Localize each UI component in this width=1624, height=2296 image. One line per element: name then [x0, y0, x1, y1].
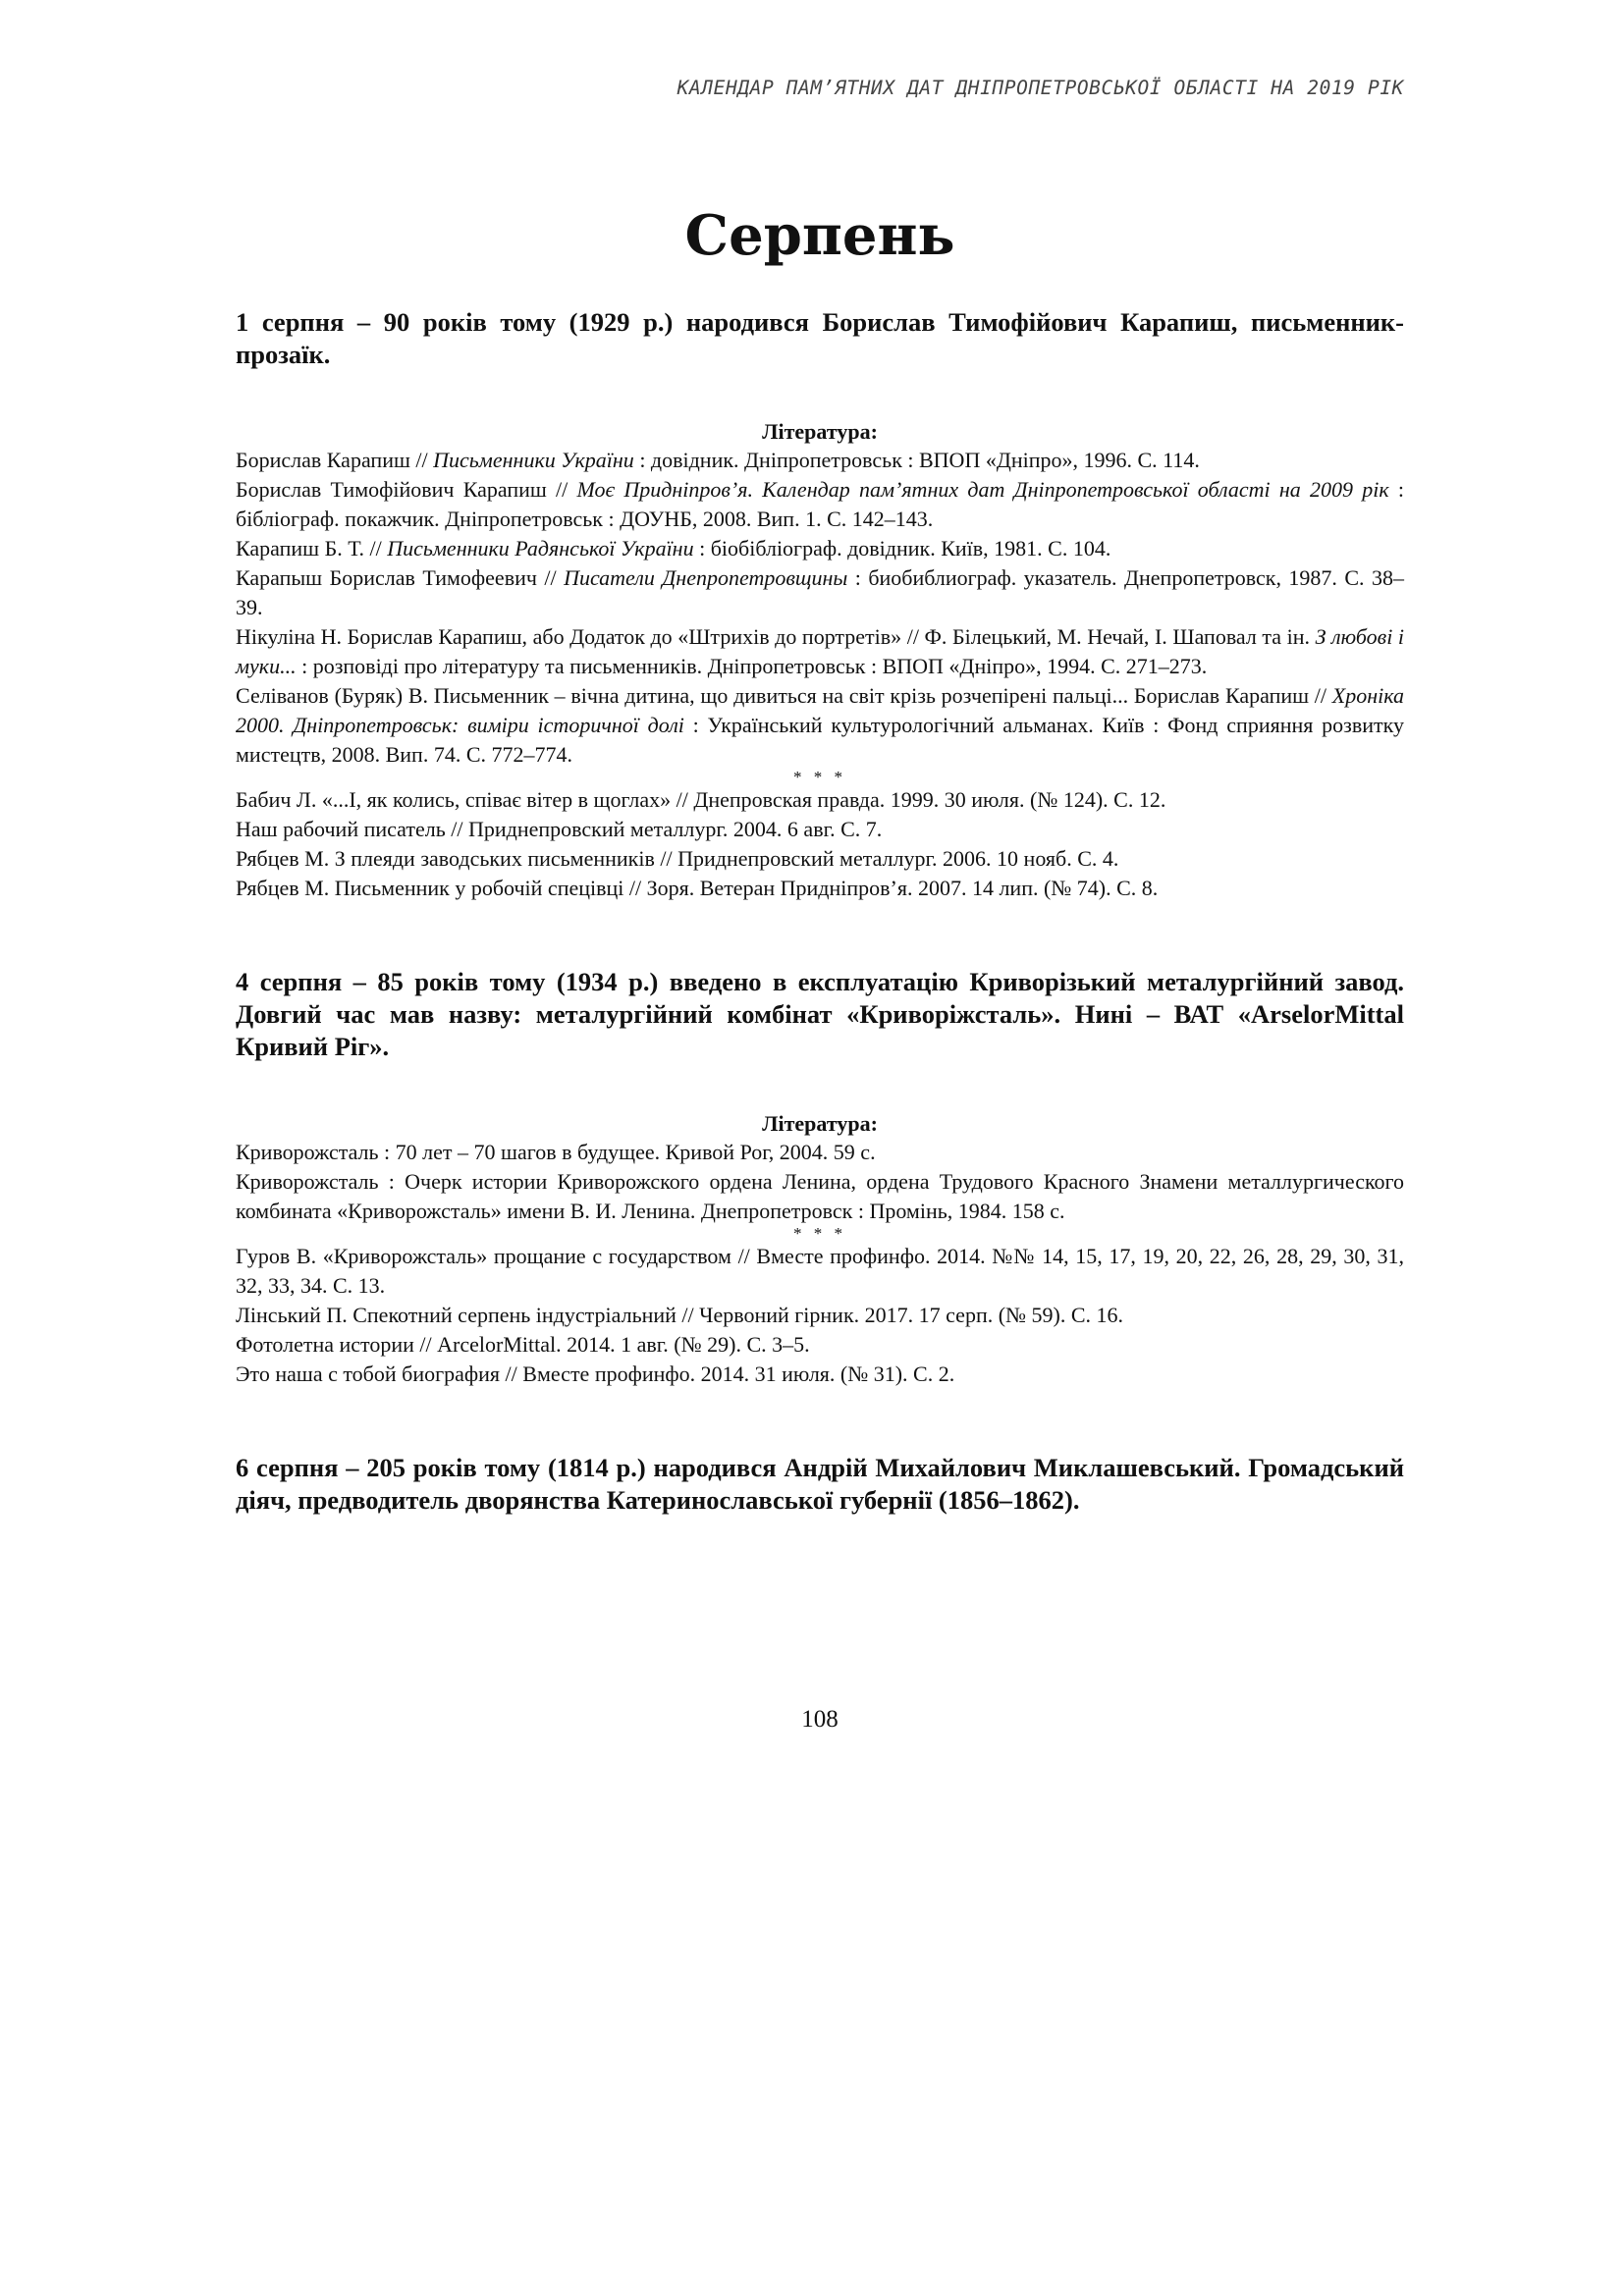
page-content	[236, 306, 1404, 1517]
bibliography-item: Бабич Л. «...І, як колись, співає вітер в щоглах» // Днепровская правда. 1999. 30 июля. (№ 124). С. 12.	[236, 787, 1166, 812]
entry-heading: 1 серпня – 90 років тому (1929 р.) народився Борислав Тимофійович Карапиш, письменник-прозаїк.	[236, 307, 1404, 369]
literature-label: Література:	[762, 1111, 878, 1136]
section-separator: * * *	[793, 768, 846, 786]
bibliography-item: Нікуліна Н. Борислав Карапиш, або Додаток до «Штрихів до портретів» // Ф. Білецький, М. Нечай, І. Шаповал та ін. З любові і муки... : розповіді про літературу та письменників. Дніпропетровськ : ВПОП «Дніпро», 1994. С. 271–273.	[236, 624, 1404, 678]
bibliography-item: Криворожсталь : 70 лет – 70 шагов в будущее. Кривой Рог, 2004. 59 с.	[236, 1140, 876, 1164]
bibliography-item: Рябцев М. З плеяди заводських письменників // Приднепровский металлург. 2006. 10 нояб. С. 4.	[236, 846, 1119, 871]
calendar-entry	[236, 1452, 1404, 1517]
literature-label: Література:	[762, 419, 878, 444]
page-title: Серпень	[684, 203, 955, 268]
bibliography-item: Борислав Карапиш // Письменники України : довідник. Дніпропетровськ : ВПОП «Дніпро», 1996. С. 114.	[236, 448, 1200, 472]
bibliography-item: Рябцев М. Письменник у робочій спецівці // Зоря. Ветеран Придніпров’я. 2007. 14 лип. (№ 74). С. 8.	[236, 876, 1159, 900]
entry-heading: 6 серпня – 205 років тому (1814 р.) народився Андрій Михайлович Миклашевський. Громадський діяч, предводитель дворянства Катеринославської губернії (1856–1862).	[236, 1453, 1404, 1515]
page-number: 108	[801, 1706, 839, 1733]
bibliography-item: Борислав Тимофійович Карапиш // Моє Придніпров’я. Календар пам’ятних дат Дніпропетровської області на 2009 рік : бібліограф. покажчик. Дніпропетровськ : ДОУНБ, 2008. Вип. 1. С. 142–143.	[236, 477, 1404, 531]
bibliography-item: Криворожсталь : Очерк истории Криворожского ордена Ленина, ордена Трудового Красного Знамени металлургического комбината «Криворожсталь» имени В. И. Ленина. Днепропетровск : Промінь, 1984. 158 с.	[236, 1169, 1404, 1223]
section-separator: * * *	[793, 1224, 846, 1243]
calendar-entry	[236, 306, 1404, 903]
bibliography-item: Карапиш Б. Т. // Письменники Радянської України : біобібліограф. довідник. Київ, 1981. С. 104.	[236, 536, 1111, 561]
bibliography-item: Карапыш Борислав Тимофеевич // Писатели Днепропетровщины : биобиблиограф. указатель. Днепропетровск, 1987. С. 38–39.	[236, 565, 1404, 619]
bibliography-item: Наш рабочий писатель // Приднепровский металлург. 2004. 6 авг. С. 7.	[236, 817, 883, 841]
bibliography-item: Лінський П. Спекотний серпень індустріальний // Червоний гірник. 2017. 17 серп. (№ 59). С. 16.	[236, 1303, 1124, 1327]
entry-heading: 4 серпня – 85 років тому (1934 р.) введено в експлуатацію Криворізький металургійний завод. Довгий час мав назву: металургійний комбінат «Криворіжсталь». Нині – ВАТ «ArselorMittal Кривий Ріг».	[236, 967, 1404, 1061]
calendar-entry	[236, 966, 1404, 1389]
running-header: КАЛЕНДАР ПАМ’ЯТНИХ ДАТ ДНІПРОПЕТРОВСЬКОЇ ОБЛАСТІ НА 2019 РІК	[677, 77, 1404, 99]
bibliography-item: Это наша с тобой биография // Вместе профинфо. 2014. 31 июля. (№ 31). С. 2.	[236, 1362, 955, 1386]
bibliography-item: Гуров В. «Криворожсталь» прощание с государством // Вместе профинфо. 2014. №№ 14, 15, 17, 19, 20, 22, 26, 28, 29, 30, 31, 32, 33, 34. С. 13.	[236, 1244, 1404, 1298]
bibliography-item: Селіванов (Буряк) В. Письменник – вічна дитина, що дивиться на світ крізь розчепірені пальці... Борислав Карапиш // Хроніка 2000. Дніпропетровськ: виміри історичної долі : Український культурологічний альманах. Київ : Фонд сприяння розвитку мистецтв, 2008. Вип. 74. С. 772–774.	[236, 683, 1404, 767]
bibliography-item: Фотолетна истории // ArcelorMittal. 2014. 1 авг. (№ 29). С. 3–5.	[236, 1332, 810, 1357]
